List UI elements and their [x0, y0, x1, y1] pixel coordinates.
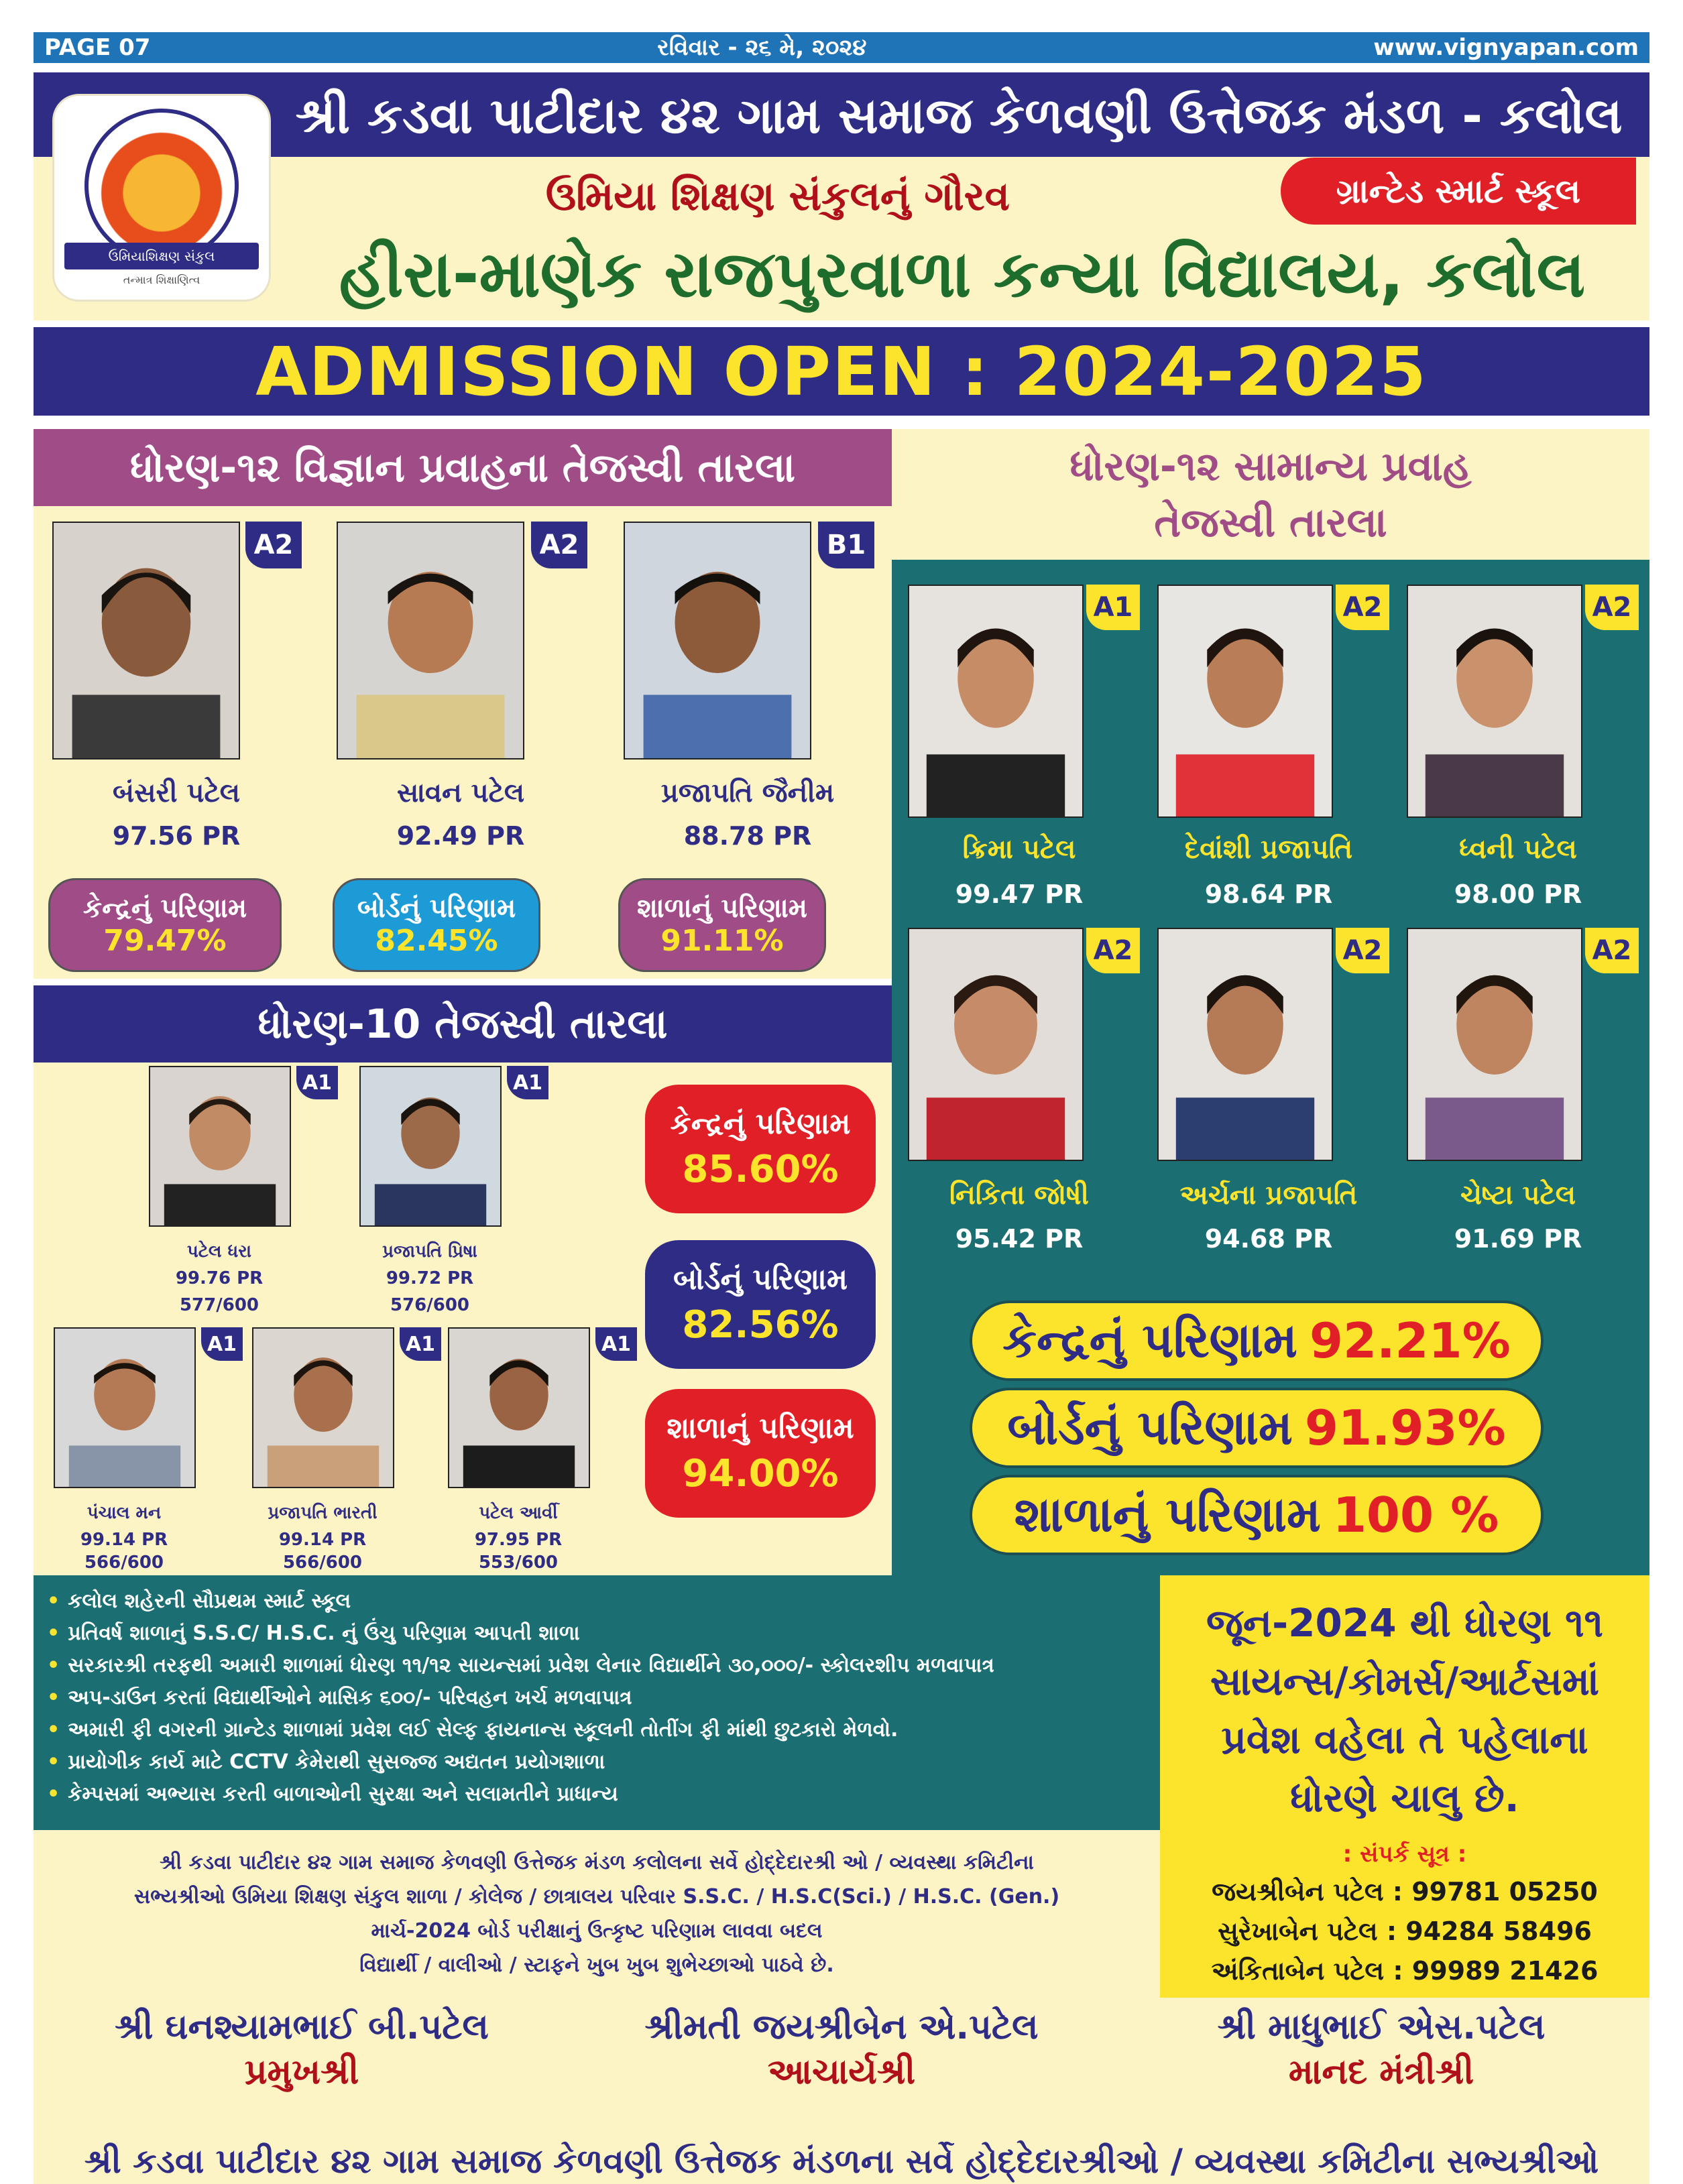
logo-subtitle: તન્માત્ર શિક્ષાણિત્વ — [123, 274, 200, 286]
science-heading: ધોરણ-૧૨ વિજ્ઞાન પ્રવાહના તેજસ્વી તારલા — [34, 429, 892, 506]
student-pr: 98.64 PR — [1204, 879, 1333, 909]
student-pr: 92.49 PR — [396, 821, 525, 851]
student-name: પ્રજાપતિ જૈનીમ — [660, 778, 835, 808]
std10-centre-result — [645, 1085, 876, 1213]
message-line: સભ્યશ્રીઓ ઉમિયા શિક્ષણ સંકુલ શાળા / કોલેજ / છાત્રાલય પરિવાર S.S.C. / H.S.C(Sci.) / H.S.C. (Gen.) — [133, 1885, 1060, 1908]
signatory-name: શ્રીમતી જયશ્રીબેન એ.પટેલ — [644, 2007, 1039, 2047]
result-value: 82.45% — [375, 923, 498, 958]
message-line: શ્રી કડવા પાટીદાર ૪૨ ગામ સમાજ કેળવણી ઉત્તેજક મંડળ કલોલના સર્વે હોદ્દેદારશ્રી ઓ / વ્યવસ્થા કમિટીના — [160, 1851, 1034, 1874]
grade-badge: A2 — [1585, 928, 1639, 973]
std10-school-result — [645, 1389, 876, 1518]
science-centre-result — [48, 878, 282, 972]
signatory-role: પ્રમુખશ્રી — [244, 2052, 359, 2092]
student-marks: 553/600 — [478, 1553, 559, 1573]
website-link[interactable]: www.vignyapan.com — [1373, 34, 1639, 61]
student-marks: 566/600 — [84, 1553, 164, 1573]
page-number: PAGE 07 — [44, 34, 151, 61]
student-photo — [52, 522, 240, 760]
student-pr: 99.47 PR — [955, 879, 1084, 909]
student-name: પટેલ આર્વી — [479, 1503, 558, 1523]
student-name: અર્ચના પ્રજાપતિ — [1179, 1180, 1358, 1211]
general-heading — [892, 429, 1649, 560]
school-logo — [52, 94, 271, 302]
notice-line: પ્રવેશ વહેલા તે પહેલાના — [1221, 1717, 1588, 1762]
student-pr: 99.72 PR — [386, 1268, 474, 1288]
student-name: ચેષ્ટા પટેલ — [1460, 1180, 1576, 1211]
student-photo — [908, 585, 1084, 818]
student-pr: 94.68 PR — [1204, 1224, 1333, 1254]
grade-badge: A1 — [201, 1327, 243, 1361]
signatory-name: શ્રી માધુભાઈ એસ.પટેલ — [1217, 2007, 1546, 2047]
grade-badge: A1 — [400, 1327, 441, 1361]
student-photo — [149, 1066, 291, 1227]
student-photo — [1157, 928, 1333, 1161]
grade-badge: A2 — [1336, 585, 1389, 630]
grade-badge: A2 — [1336, 928, 1389, 973]
message-line: વિદ્યાર્થી / વાલીઓ / સ્ટાફને ખુબ ખુબ શુભેચ્છાઓ પાઠવે છે. — [359, 1953, 834, 1977]
result-label: બોર્ડનું પરિણામ — [673, 1262, 848, 1296]
feature-item: • સરકારશ્રી તરફથી અમારી શાળામાં ધોરણ ૧૧/૧૨ સાયન્સમાં પ્રવેશ લેનાર વિદ્યાર્થીને ૩૦,૦૦૦/- સ્કોલરશીપ મળવાપાત્ર — [47, 1653, 994, 1677]
student-pr: 95.42 PR — [955, 1224, 1084, 1254]
grade-badge: A1 — [507, 1066, 548, 1099]
result-value: 91.11% — [660, 923, 784, 958]
issue-date: રવિવાર - ૨૬ મે, ૨૦૨૪ — [657, 34, 867, 61]
general-board-result — [970, 1388, 1544, 1468]
science-school-result — [618, 878, 826, 972]
student-pr: 99.14 PR — [80, 1530, 168, 1550]
signatory-principal — [570, 2007, 1113, 2093]
contact-heading: : સંપર્ક સૂત્ર : — [1342, 1841, 1467, 1868]
result-label: કેન્દ્રનું પરિણામ — [1002, 1312, 1297, 1368]
result-label: કેન્દ્રનું પરિણામ — [82, 892, 247, 924]
student-pr: 99.76 PR — [175, 1268, 264, 1288]
student-pr: 99.14 PR — [278, 1530, 367, 1550]
notice-line: સાયન્સ/કોમર્સ/આર્ટસમાં — [1210, 1658, 1600, 1704]
result-label: બોર્ડનું પરિણામ — [357, 892, 516, 924]
congratulation-message — [34, 1830, 1160, 1998]
student-photo — [624, 522, 811, 760]
student-marks: 576/600 — [390, 1295, 470, 1315]
student-photo — [1407, 928, 1582, 1161]
student-photo — [337, 522, 524, 760]
feature-item: • અપ-ડાઉન કરતાં વિદ્યાર્થીઓને માસિક ૬૦૦/- પરિવહન ખર્ચ મળવાપાત્ર — [47, 1685, 632, 1709]
grade-badge: A2 — [531, 522, 587, 568]
general-centre-result — [970, 1300, 1544, 1381]
result-value: 92.21% — [1309, 1313, 1511, 1369]
admission-banner: ADMISSION OPEN : 2024-2025 — [34, 327, 1649, 416]
student-photo — [908, 928, 1084, 1161]
student-name: સાવન પટેલ — [396, 778, 525, 808]
contact-person[interactable]: જયશ્રીબેન પટેલ : 99781 05250 — [1212, 1877, 1598, 1906]
student-photo — [448, 1327, 590, 1488]
goddess-emblem-icon — [84, 109, 239, 263]
footer-credit: શ્રી કડવા પાટીદાર ૪૨ ગામ સમાજ કેળવણી ઉત્તેજક મંડળના સર્વે હોદ્દેદારશ્રીઓ / વ્યવસ્થા કમિટીના સભ્યશ્રીઓ — [34, 2138, 1649, 2184]
signatory-role: માનદ મંત્રીશ્રી — [1288, 2052, 1474, 2092]
general-heading-line2: તેજસ્વી તારલા — [1154, 499, 1387, 546]
result-value: 85.60% — [682, 1148, 839, 1191]
grade-badge: B1 — [818, 522, 874, 568]
feature-item: • કેમ્પસમાં અભ્યાસ કરતી બાળાઓની સુરક્ષા અને સલામતીને પ્રાધાન્ય — [47, 1782, 618, 1806]
student-name: પંચાલ મન — [86, 1503, 162, 1523]
student-name: નિકિતા જોષી — [949, 1180, 1089, 1211]
signatory-name: શ્રી ઘનશ્યામભાઈ બી.પટેલ — [115, 2007, 489, 2047]
student-pr: 88.78 PR — [683, 821, 812, 851]
student-photo — [1407, 585, 1582, 818]
result-label: શાળાનું પરિણામ — [666, 1411, 854, 1445]
notice-line: ધોરણે ચાલુ છે. — [1290, 1775, 1519, 1821]
contact-person[interactable]: અંકિતાબેન પટેલ : 99989 21426 — [1211, 1956, 1599, 1986]
pride-tagline: ઉમિયા શિક્ષણ સંકુલનું ગૌરવ — [545, 173, 1010, 220]
admission-notice — [1160, 1575, 1649, 1998]
result-label: શાળાનું પરિણામ — [637, 892, 807, 924]
feature-item: • કલોલ શહેરની સૌપ્રથમ સ્માર્ટ સ્કૂલ — [47, 1589, 351, 1613]
student-name: ધ્વની પટેલ — [1459, 834, 1577, 865]
result-value: 79.47% — [103, 923, 227, 958]
feature-item: • પ્રતિવર્ષ શાળાનું S.S.C/ H.S.C. નું ઉંચુ પરિણામ આપતી શાળા — [47, 1621, 580, 1645]
granted-school-tag: ગ્રાન્ટેડ સ્માર્ટ સ્કૂલ — [1281, 158, 1636, 225]
student-photo — [1157, 585, 1333, 818]
signatories — [34, 1998, 1649, 2138]
grade-badge: A2 — [245, 522, 302, 568]
std10-board-result — [645, 1240, 876, 1369]
std10-heading: ધોરણ-10 તેજસ્વી તારલા — [34, 985, 892, 1063]
student-name: પ્રજાપતિ પ્રિષા — [382, 1241, 477, 1262]
student-marks: 577/600 — [179, 1295, 259, 1315]
result-label: શાળાનું પરિણામ — [1014, 1486, 1321, 1542]
features-panel — [34, 1575, 1160, 1830]
student-name: ક્રિમા પટેલ — [962, 834, 1076, 865]
student-name: પ્રજાપતિ ભારતી — [268, 1503, 378, 1523]
student-photo — [359, 1066, 502, 1227]
student-name: પટેલ ધરા — [186, 1241, 252, 1262]
grade-badge: A1 — [1086, 585, 1140, 630]
logo-ribbon: ઉમિયાશિક્ષણ સંકુલ — [64, 243, 259, 269]
science-board-result — [333, 878, 540, 972]
feature-item: • પ્રાયોગીક કાર્ય માટે CCTV કેમેરાથી સુસજ્જ અદ્યતન પ્રયોગશાળા — [47, 1750, 605, 1774]
student-name: દેવાંશી પ્રજાપતિ — [1184, 834, 1353, 865]
contact-person[interactable]: સુરેખાબેન પટેલ : 94284 58496 — [1218, 1917, 1592, 1946]
student-pr: 91.69 PR — [1454, 1224, 1582, 1254]
student-pr: 97.95 PR — [474, 1530, 563, 1550]
result-value: 94.00% — [682, 1452, 839, 1496]
signatory-president — [34, 2007, 570, 2093]
result-label: કેન્દ્રનું પરિણામ — [670, 1107, 851, 1141]
student-pr: 98.00 PR — [1454, 879, 1582, 909]
result-value: 100 % — [1332, 1487, 1499, 1543]
message-line: માર્ચ-2024 બોર્ડ પરીક્ષાનું ઉત્કૃષ્ટ પરિણામ લાવવા બદલ — [371, 1919, 823, 1943]
student-photo — [252, 1327, 394, 1488]
student-pr: 97.56 PR — [112, 821, 241, 851]
student-marks: 566/600 — [282, 1553, 363, 1573]
signatory-secretary — [1113, 2007, 1649, 2093]
trust-title: શ્રી કડવા પાટીદાર ૪૨ ગામ સમાજ કેળવણી ઉત્તેજક મંડળ - કલોલ — [295, 86, 1623, 145]
grade-badge: A2 — [1585, 585, 1639, 630]
result-label: બોર્ડનું પરિણામ — [1007, 1399, 1293, 1455]
feature-item: • અમારી ફી વગરની ગ્રાન્ટેડ શાળામાં પ્રવેશ લઈ સેલ્ફ ફાયનાન્સ સ્કૂલની તોતીંગ ફી માંથી છુટકારો મેળવો. — [47, 1717, 898, 1742]
student-name: બંસરી પટેલ — [112, 778, 241, 808]
general-heading-line1: ધોરણ-૧૨ સામાન્ય પ્રવાહ — [1069, 442, 1472, 490]
student-photo — [54, 1327, 196, 1488]
grade-badge: A1 — [595, 1327, 637, 1361]
grade-badge: A2 — [1086, 928, 1140, 973]
result-value: 91.93% — [1304, 1400, 1506, 1456]
general-school-result — [970, 1475, 1544, 1555]
result-value: 82.56% — [682, 1303, 839, 1347]
grade-badge: A1 — [296, 1066, 338, 1099]
top-bar — [34, 32, 1649, 63]
school-name: હીરા-માણેક રાજપુરવાળા કન્યા વિદ્યાલય, કલોલ — [339, 237, 1586, 312]
signatory-role: આચાર્યશ્રી — [767, 2052, 916, 2092]
notice-line: જૂન-2024 થી ધોરણ ૧૧ — [1206, 1600, 1603, 1646]
